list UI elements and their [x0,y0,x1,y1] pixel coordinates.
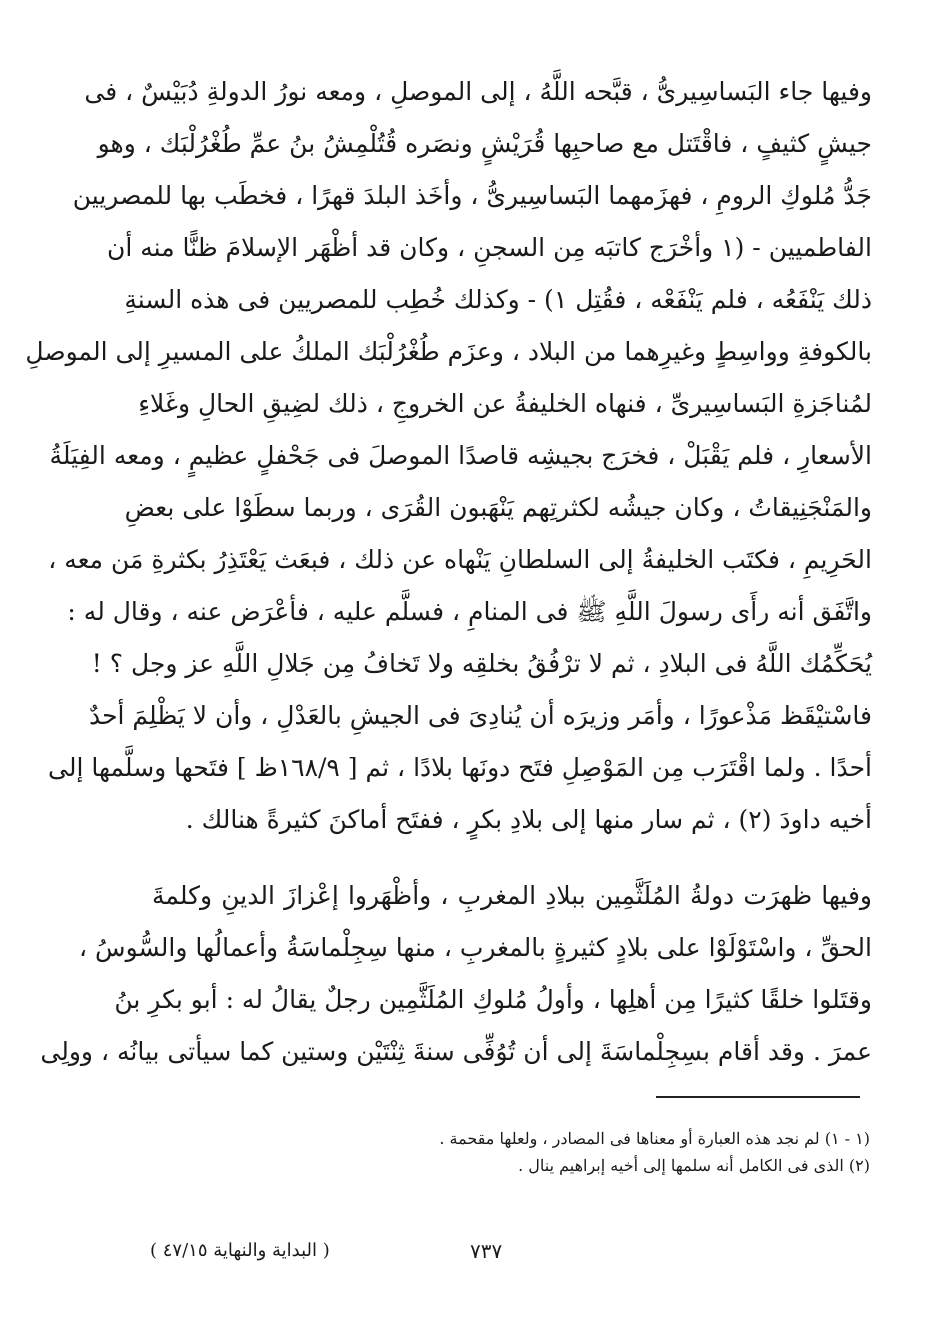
text-line: لمُناجَزةِ البَساسِيرىِّ ، فنهاه الخليفةُ عن الخروجِ ، ذلك لضِيقِ الحالِ وغَلاءِ [138,389,872,418]
page-footer [0,1236,948,1266]
text-line: أحدًا . ولما اقْتَرَب مِن المَوْصِلِ فتَح دونَها بلادًا ، ثم [ ١٦٨/٩ظ ] فتَحها وسلَّمها إلى [47,753,872,782]
main-text [25,66,872,1078]
footnote: (٢) الذى فى الكامل أنه سلمها إلى أخيه إبراهيم ينال . [518,1156,870,1175]
text-line: فاسْتيْقَظ مَذْعورًا ، وأمَر وزيرَه أن يُنادِىَ فى الجيشِ بالعَدْلِ ، وأن لا يَظْلِمَ أحدٌ [88,701,872,730]
footnote-divider [656,1096,860,1098]
text-line: الحَرِيمِ ، فكتَب الخليفةُ إلى السلطانِ يَنْهاه عن ذلك ، فبعَث يَعْتَذِرُ بكثرةِ مَن معه ، [48,545,872,574]
text-line: والمَنْجَنِيقاتُ ، وكان جيشُه لكثرتِهم يَنْهَبون القُرَى ، وربما سطَوْا على بعضِ [124,493,872,522]
text-line: الأسعارِ ، فلم يَقْبَلْ ، فخرَج بجيشِه قاصدًا الموصلَ فى جَحْفلٍ عظيمٍ ، ومعه الفِيَلَةُ [49,441,872,470]
paragraph-gap [152,846,872,870]
text-line: وقتَلوا خلقًا كثيرًا مِن أهلِها ، وأولُ مُلوكِ المُلَثَّمِين رجلٌ يقالُ له : أبو بكرِ بنُ [114,985,872,1014]
text-line: بالكوفةِ وواسِطٍ وغيرِهما من البلاد ، وعزَم طُغْرُلْبَك الملكُ على المسيرِ إلى الموصلِ [25,337,872,366]
text-line: جيشٍ كثيفٍ ، فاقْتَتل مع صاحبِها قُرَيْشٍ ونصَره قُتُلْمِشُ بنُ عمِّ طُغْرُلْبَك ، وهو [97,129,872,158]
text-line: الحقِّ ، واسْتَوْلَوْا على بلادٍ كثيرةٍ بالمغربِ ، منها سِجِلْماسَةُ وأعمالُها والسُّوسُ ، [79,933,872,962]
text-line: يُحَكِّمُك اللَّهُ فى البلادِ ، ثم لا ترْفُقُ بخلقِه ولا تَخافُ مِن جَلالِ اللَّهِ عز وجل ؟ ! [91,649,872,678]
text-line: وفيها جاء البَساسِيرىُّ ، قبَّحه اللَّهُ ، إلى الموصلِ ، ومعه نورُ الدولةِ دُبَيْسٌ ، فى [84,77,872,106]
source-reference: ( البداية والنهاية ٤٧/١٥ ) [150,1240,330,1261]
text-line: ذلك يَنْفَعُه ، فلم يَنْفَعْه ، فقُتِل ١) - وكذلك خُطِب للمصريين فى هذه السنةِ [124,285,872,314]
footnotes [152,1125,870,1179]
page-number: ٧٣٧ [470,1239,503,1263]
paragraph-1 [25,66,872,846]
text-line: واتَّفَق أنه رأَى رسولَ اللَّهِ ﷺ فى المنامِ ، فسلَّم عليه ، فأعْرَض عنه ، وقال له : [67,597,872,626]
text-line: وفيها ظهرَت دولةُ المُلَثَّمِين ببلادِ المغربِ ، وأظْهَروا إعْزازَ الدينِ وكلمةَ [152,881,872,910]
paragraph-2 [40,870,872,1078]
text-line: عمرَ . وقد أقام بسِجِلْماسَةَ إلى أن تُوُفِّى سنةَ ثِنْتَيْن وستين كما سيأتى بيانُه ، وولِى [40,1037,872,1066]
text-line: جَدُّ مُلوكِ الرومِ ، فهزَمهما البَساسِيرىُّ ، وأخَذ البلدَ قهرًا ، فخطَب بها للمصريين [72,181,872,210]
text-line: الفاطميين - (١ وأخْرَج كاتبَه مِن السجنِ ، وكان قد أظْهَر الإسلامَ ظنًّا منه أن [107,233,872,262]
footnote: (١ - ١) لم نجد هذه العبارة أو معناها فى المصادر ، ولعلها مقحمة . [439,1129,870,1148]
text-line: أخيه داودَ (٢) ، ثم سار منها إلى بلادِ بكرٍ ، ففتَح أماكنَ كثيرةً هنالك . [185,805,872,834]
